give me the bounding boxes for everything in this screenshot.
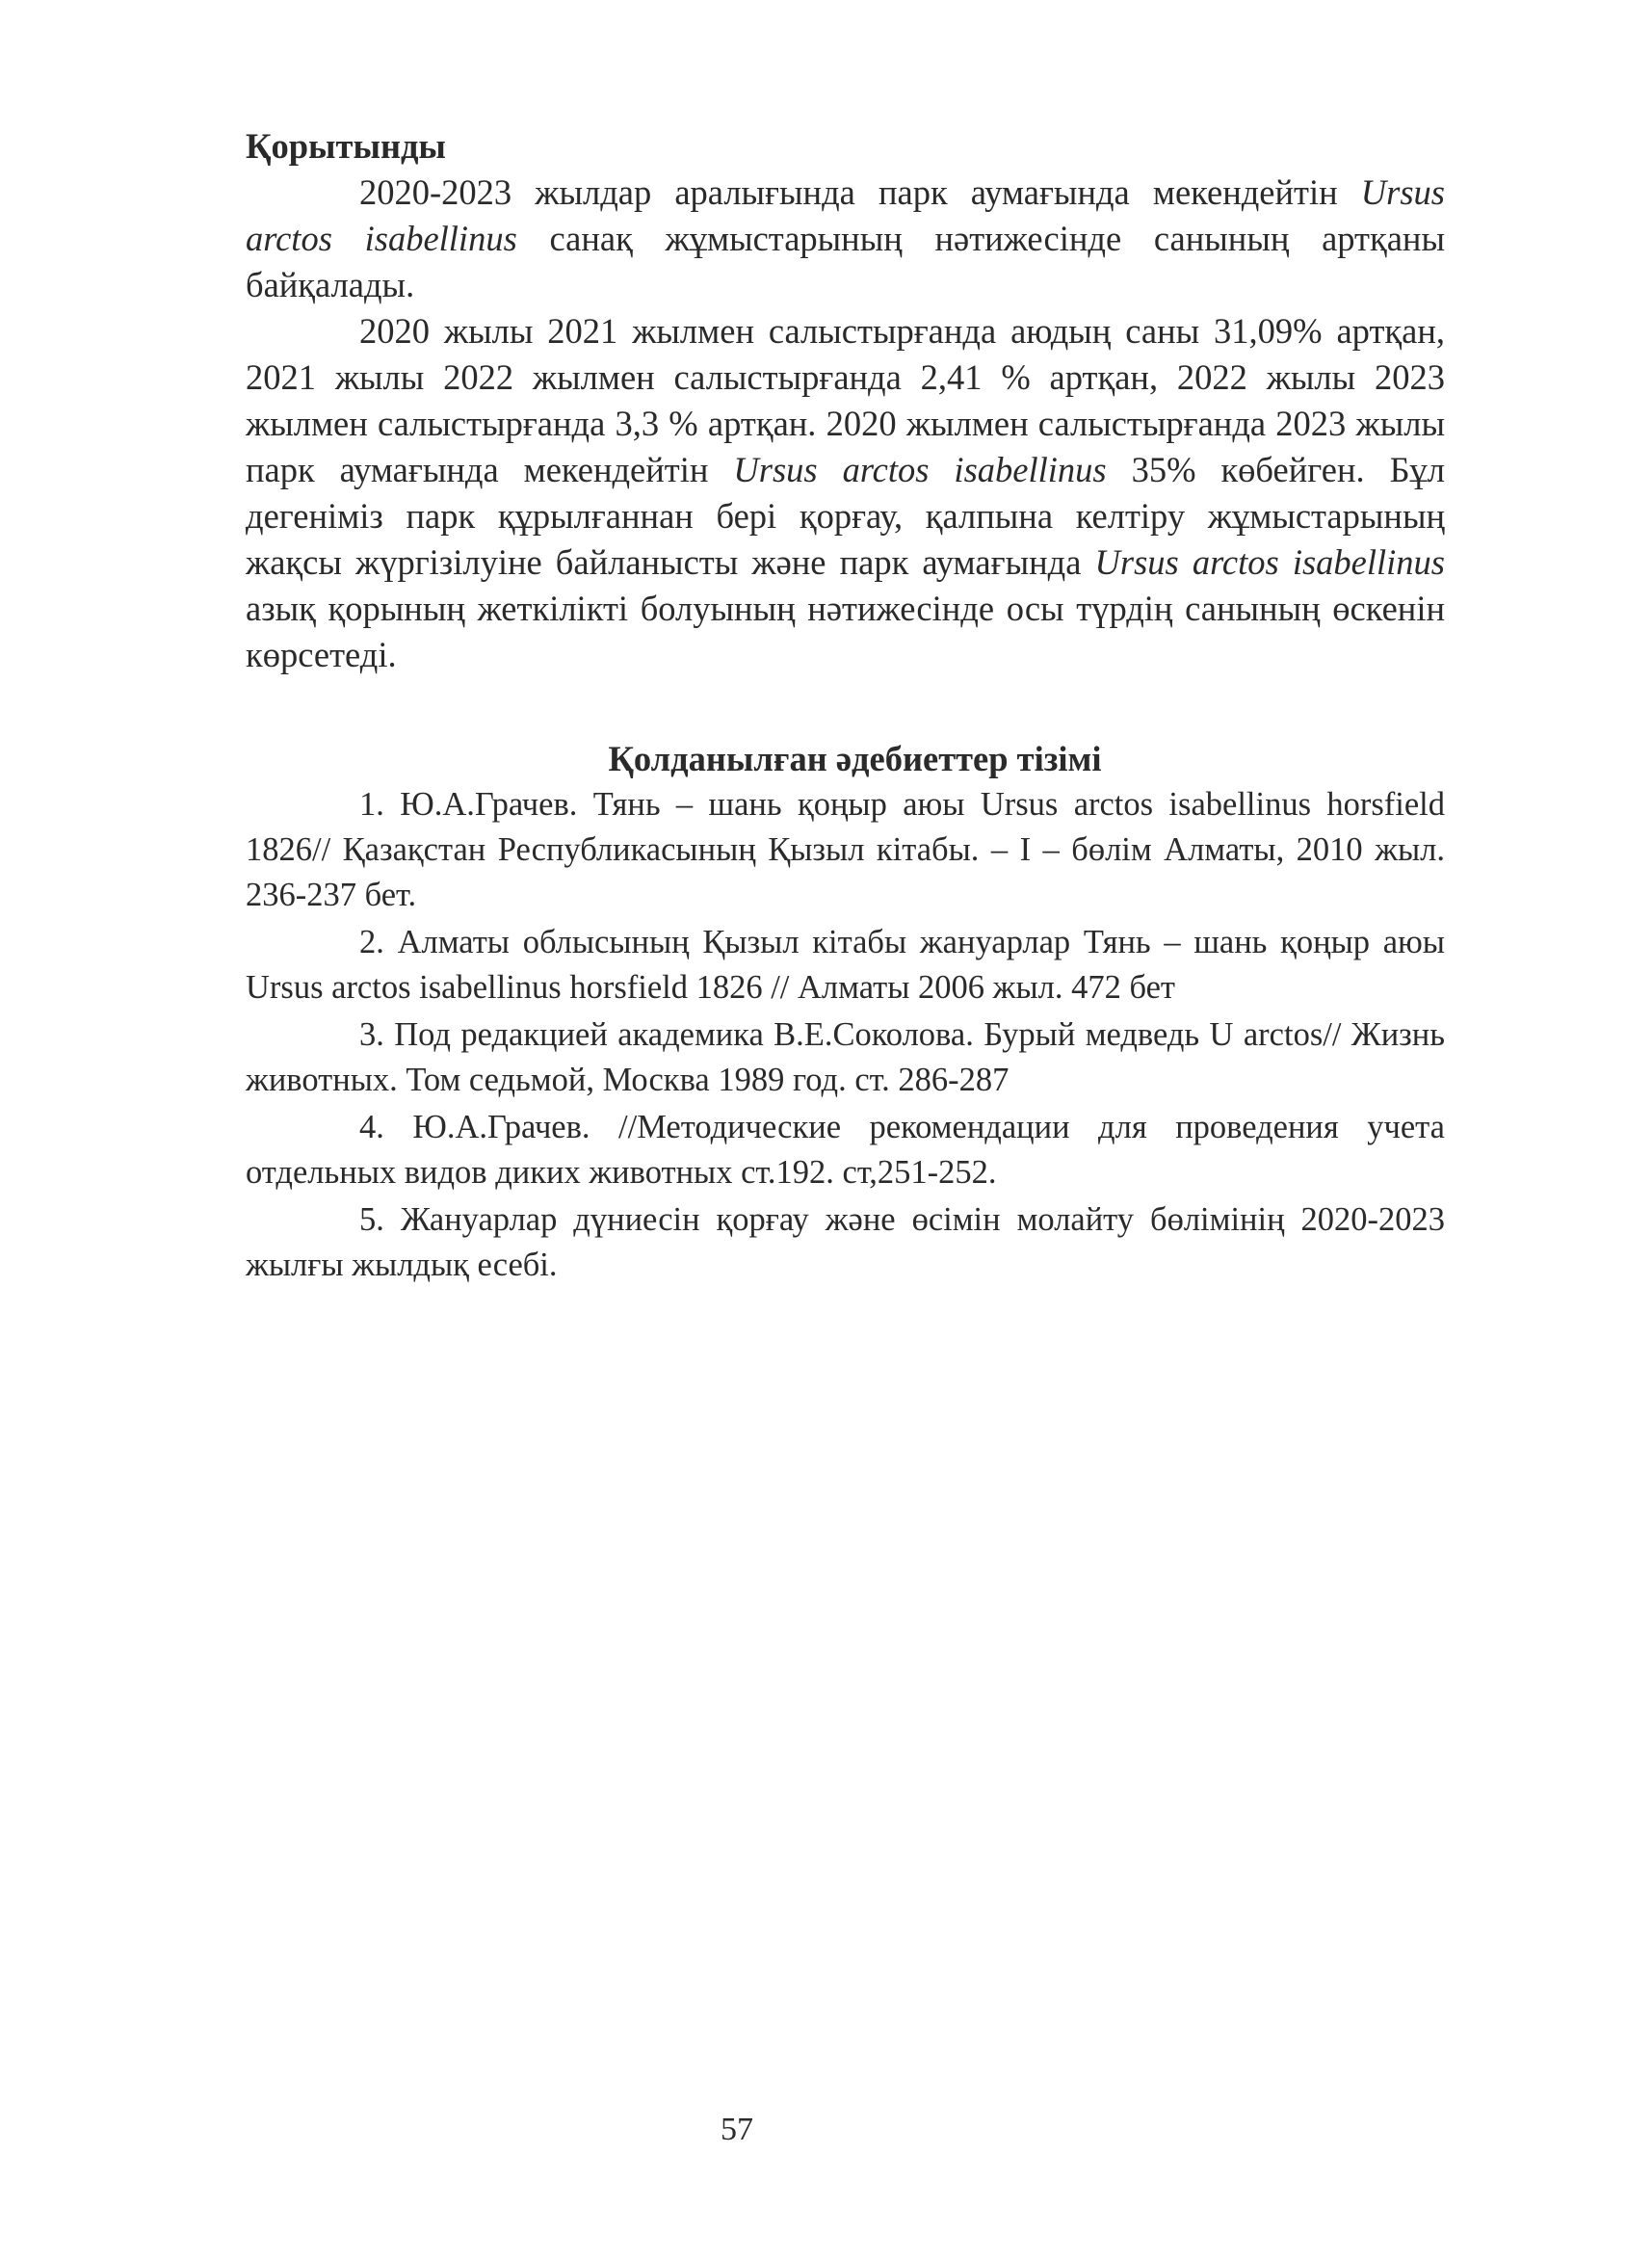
paragraph-text: 2020 жылы 2021 жылмен салыстырғанда аюдың саны 31,09% артқан, 2021 жылы 2022 жылмен салыстырғанда 2,41 % артқан, 2022 жылы 2023 жылмен салыстырғанда 3,3 % артқан. 2020 жылмен салыстырғанда 2023 жылы парк аумағында мекендейтін — [246, 311, 1445, 489]
species-name: Ursus arctos isabellinus — [246, 172, 1445, 258]
paragraph-text: 2020-2023 жылдар аралығында парк аумағында мекендейтін — [359, 172, 1361, 212]
reference-item: 3. Под редакцией академика В.Е.Соколова. Бурый медведь U arctos// Жизнь животных. Том седьмой, Москва 1989 год. ст. 286-287 — [246, 1016, 1445, 1098]
reference-item: 5. Жануарлар дүниесін қорғау және өсімін молайту бөлімінің 2020-2023 жылғы жылдық есебі. — [246, 1201, 1445, 1283]
reference-item: 1. Ю.А.Грачев. Тянь – шань қоңыр аюы Ursus arctos isabellinus horsfield 1826// Қазақстан Республикасының Қызыл кітабы. – I – бөлім Алматы, 2010 жыл. 236-237 бет. — [246, 786, 1445, 913]
conclusion-paragraph-1 — [246, 170, 1445, 308]
conclusion-paragraph-2 — [246, 308, 1445, 678]
species-name: Ursus arctos isabellinus — [733, 450, 1107, 489]
reference-item: 2. Алматы облысының Қызыл кітабы жануарлар Тянь – шань қоңыр аюы Ursus arctos isabellinus horsfield 1826 // Алматы 2006 жыл. 472 бет — [246, 924, 1445, 1006]
references-heading: Қолданылған әдебиеттер тізімі — [608, 739, 1102, 778]
paragraph-text: санақ жұмыстарының нәтижесінде санының артқаны байқалады. — [246, 219, 1445, 304]
page-content — [246, 123, 1445, 1290]
conclusion-heading: Қорытынды — [246, 126, 446, 166]
references-list — [246, 782, 1445, 1288]
paragraph-text: азық қорының жеткілікті болуының нәтижесінде осы түрдің санының өскенін көрсетеді. — [246, 589, 1445, 674]
reference-item: 4. Ю.А.Грачев. //Методические рекомендации для проведения учета отдельных видов диких животных ст.192. ст,251-252. — [246, 1109, 1445, 1191]
page-number: 57 — [721, 2112, 753, 2147]
species-name: Ursus arctos isabellinus — [1094, 542, 1445, 582]
paragraph-text: 35% көбейген. Бұл дегеніміз парк құрылғаннан бері қорғау, қалпына келтіру жұмыстарының жақсы жүргізілуіне байланысты және парк аумағында — [246, 450, 1445, 582]
